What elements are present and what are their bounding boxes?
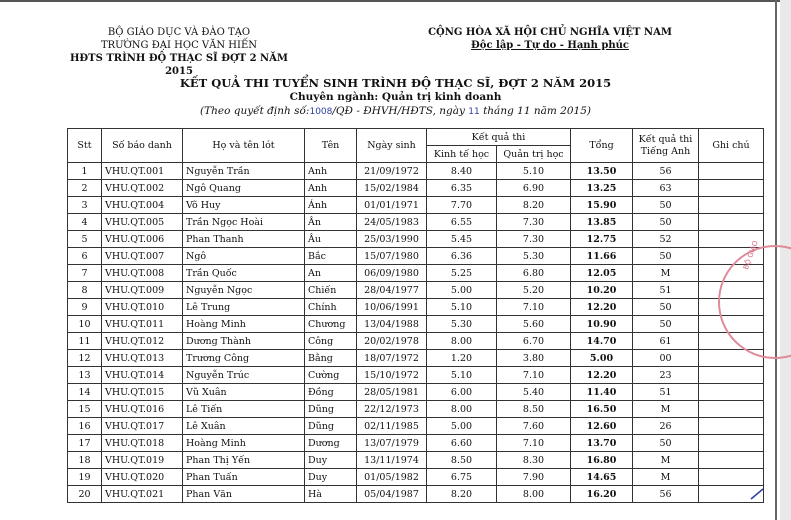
cell-tong: 14.70: [571, 333, 633, 350]
cell-ten: Hà: [305, 486, 357, 503]
cell-sbd: VHU.QT.012: [102, 333, 183, 350]
cell-kinh-te: 5.45: [427, 231, 497, 248]
cell-ho-ten: Ngô Quang: [183, 180, 305, 197]
cell-ho-ten: Nguyễn Trúc: [183, 367, 305, 384]
cell-stt: 16: [68, 418, 102, 435]
cell-stt: 10: [68, 316, 102, 333]
cell-ngay-sinh: 20/02/1978: [357, 333, 427, 350]
decision-prefix: (Theo quyết định số:: [200, 105, 310, 117]
cell-ghi-chu: [699, 469, 764, 486]
col-header-kinh-te: Kinh tế học: [427, 146, 497, 163]
cell-tieng-anh: M: [633, 469, 699, 486]
cell-kinh-te: 8.50: [427, 452, 497, 469]
cell-stt: 14: [68, 384, 102, 401]
cell-stt: 18: [68, 452, 102, 469]
cell-tieng-anh: 50: [633, 248, 699, 265]
cell-tong: 15.90: [571, 197, 633, 214]
table-row: [68, 299, 764, 316]
cell-kinh-te: 5.30: [427, 316, 497, 333]
cell-ghi-chu: [699, 435, 764, 452]
cell-ten: Bằng: [305, 350, 357, 367]
cell-ho-ten: Phan Văn: [183, 486, 305, 503]
cell-ghi-chu: [699, 418, 764, 435]
cell-stt: 7: [68, 265, 102, 282]
cell-ngay-sinh: 13/04/1988: [357, 316, 427, 333]
cell-ho-ten: Hoàng Minh: [183, 435, 305, 452]
cell-kinh-te: 6.55: [427, 214, 497, 231]
cell-ten: Duy: [305, 469, 357, 486]
col-header-ten: Tên: [305, 129, 357, 163]
cell-tong: 13.25: [571, 180, 633, 197]
cell-tieng-anh: 51: [633, 282, 699, 299]
cell-stt: 2: [68, 180, 102, 197]
cell-ngay-sinh: 13/07/1979: [357, 435, 427, 452]
cell-kinh-te: 8.00: [427, 333, 497, 350]
cell-sbd: VHU.QT.020: [102, 469, 183, 486]
cell-sbd: VHU.QT.010: [102, 299, 183, 316]
cell-ho-ten: Nguyễn Ngọc: [183, 282, 305, 299]
cell-ten: Dương: [305, 435, 357, 452]
cell-ghi-chu: [699, 197, 764, 214]
table-row: [68, 282, 764, 299]
cell-ngay-sinh: 15/02/1984: [357, 180, 427, 197]
table-row: [68, 231, 764, 248]
council-name: HĐTS TRÌNH ĐỘ THẠC SĨ ĐỢT 2 NĂM 2015: [69, 53, 289, 77]
cell-sbd: VHU.QT.015: [102, 384, 183, 401]
cell-ngay-sinh: 01/01/1971: [357, 197, 427, 214]
cell-ten: Dũng: [305, 418, 357, 435]
cell-quan-tri: 7.10: [497, 435, 571, 452]
col-header-tieng-anh: Kết quả thi Tiếng Anh: [633, 129, 699, 163]
cell-quan-tri: 6.70: [497, 333, 571, 350]
page-title: KẾT QUẢ THI TUYỂN SINH TRÌNH ĐỘ THẠC SĨ, ĐỢT 2 NĂM 2015: [179, 76, 612, 90]
cell-ghi-chu: [699, 401, 764, 418]
cell-stt: 6: [68, 248, 102, 265]
motto: Độc lập - Tự do - Hạnh phúc: [471, 40, 629, 51]
cell-tieng-anh: 52: [633, 231, 699, 248]
cell-stt: 17: [68, 435, 102, 452]
scan-edge-top: [0, 0, 791, 2]
cell-sbd: VHU.QT.004: [102, 197, 183, 214]
cell-kinh-te: 5.00: [427, 282, 497, 299]
cell-ten: An: [305, 265, 357, 282]
cell-ghi-chu: [699, 384, 764, 401]
stamp-lettering: BỘ GIÁO: [742, 239, 760, 271]
cell-tong: 12.60: [571, 418, 633, 435]
cell-ten: Chương: [305, 316, 357, 333]
cell-ho-ten: Phan Thị Yến: [183, 452, 305, 469]
cell-quan-tri: 6.80: [497, 265, 571, 282]
cell-ten: Ánh: [305, 197, 357, 214]
table-row: [68, 316, 764, 333]
cell-quan-tri: 8.50: [497, 401, 571, 418]
cell-tong: 16.50: [571, 401, 633, 418]
cell-ho-ten: Phan Tuấn: [183, 469, 305, 486]
cell-kinh-te: 6.75: [427, 469, 497, 486]
cell-kinh-te: 5.10: [427, 367, 497, 384]
col-header-sbd: Số báo danh: [102, 129, 183, 163]
cell-sbd: VHU.QT.005: [102, 214, 183, 231]
cell-quan-tri: 7.10: [497, 299, 571, 316]
col-header-stt: Stt: [68, 129, 102, 163]
ministry-name: BỘ GIÁO DỤC VÀ ĐÀO TẠO: [107, 27, 251, 38]
cell-stt: 3: [68, 197, 102, 214]
cell-kinh-te: 1.20: [427, 350, 497, 367]
cell-kinh-te: 7.70: [427, 197, 497, 214]
cell-ten: Duy: [305, 452, 357, 469]
col-header-quan-tri: Quản trị học: [497, 146, 571, 163]
cell-ten: Âu: [305, 231, 357, 248]
cell-kinh-te: 8.00: [427, 401, 497, 418]
cell-sbd: VHU.QT.009: [102, 282, 183, 299]
cell-ho-ten: Trần Quốc: [183, 265, 305, 282]
cell-ho-ten: Vũ Xuân: [183, 384, 305, 401]
cell-stt: 15: [68, 401, 102, 418]
cell-tieng-anh: 50: [633, 197, 699, 214]
cell-tieng-anh: 50: [633, 214, 699, 231]
cell-tong: 13.85: [571, 214, 633, 231]
cell-ten: Chính: [305, 299, 357, 316]
cell-ho-ten: Lê Trung: [183, 299, 305, 316]
decision-day: 11: [468, 107, 480, 117]
cell-quan-tri: 8.20: [497, 197, 571, 214]
cell-ngay-sinh: 21/09/1972: [357, 163, 427, 180]
table-row: [68, 180, 764, 197]
cell-ho-ten: Lê Tiến: [183, 401, 305, 418]
cell-ho-ten: Dương Thành: [183, 333, 305, 350]
cell-ghi-chu: [699, 367, 764, 384]
table-row: [68, 435, 764, 452]
cell-ten: Bắc: [305, 248, 357, 265]
cell-ho-ten: Nguyễn Trần: [183, 163, 305, 180]
cell-sbd: VHU.QT.006: [102, 231, 183, 248]
cell-tieng-anh: 26: [633, 418, 699, 435]
decision-line: [0, 104, 791, 119]
cell-ho-ten: Lê Xuân: [183, 418, 305, 435]
cell-quan-tri: 5.10: [497, 163, 571, 180]
cell-kinh-te: 6.35: [427, 180, 497, 197]
cell-quan-tri: 7.30: [497, 231, 571, 248]
cell-quan-tri: 5.40: [497, 384, 571, 401]
cell-stt: 4: [68, 214, 102, 231]
cell-tong: 12.20: [571, 299, 633, 316]
col-header-ho-ten: Họ và tên lót: [183, 129, 305, 163]
header-left: [60, 26, 298, 78]
cell-tieng-anh: M: [633, 401, 699, 418]
results-body: [68, 163, 764, 503]
cell-ghi-chu: [699, 180, 764, 197]
col-header-ngay-sinh: Ngày sinh: [357, 129, 427, 163]
cell-ngay-sinh: 28/04/1977: [357, 282, 427, 299]
cell-quan-tri: 3.80: [497, 350, 571, 367]
decision-number: 1008: [309, 107, 333, 117]
cell-ngay-sinh: 15/07/1980: [357, 248, 427, 265]
cell-tieng-anh: 56: [633, 163, 699, 180]
cell-sbd: VHU.QT.002: [102, 180, 183, 197]
col-header-tong: Tổng: [571, 129, 633, 163]
pen-mark-icon: [750, 488, 764, 500]
cell-tieng-anh: 56: [633, 486, 699, 503]
cell-kinh-te: 5.25: [427, 265, 497, 282]
decision-middle: /QĐ - ĐHVH/HĐTS, ngày: [332, 105, 465, 117]
cell-stt: 1: [68, 163, 102, 180]
cell-ho-ten: Ngô: [183, 248, 305, 265]
cell-sbd: VHU.QT.007: [102, 248, 183, 265]
cell-ngay-sinh: 15/10/1972: [357, 367, 427, 384]
table-row: [68, 163, 764, 180]
cell-tieng-anh: 63: [633, 180, 699, 197]
cell-tieng-anh: 61: [633, 333, 699, 350]
cell-sbd: VHU.QT.019: [102, 452, 183, 469]
cell-tieng-anh: 51: [633, 384, 699, 401]
cell-ten: Anh: [305, 163, 357, 180]
cell-ho-ten: Võ Huy: [183, 197, 305, 214]
cell-tieng-anh: M: [633, 452, 699, 469]
cell-ngay-sinh: 25/03/1990: [357, 231, 427, 248]
cell-kinh-te: 6.60: [427, 435, 497, 452]
cell-ngay-sinh: 28/05/1981: [357, 384, 427, 401]
cell-sbd: VHU.QT.016: [102, 401, 183, 418]
cell-ho-ten: Trần Ngọc Hoài: [183, 214, 305, 231]
cell-tieng-anh: 00: [633, 350, 699, 367]
cell-kinh-te: 8.40: [427, 163, 497, 180]
cell-ngay-sinh: 05/04/1987: [357, 486, 427, 503]
table-row: [68, 486, 764, 503]
cell-ten: Đồng: [305, 384, 357, 401]
cell-tong: 12.20: [571, 367, 633, 384]
cell-ngay-sinh: 22/12/1973: [357, 401, 427, 418]
cell-ngay-sinh: 24/05/1983: [357, 214, 427, 231]
cell-stt: 20: [68, 486, 102, 503]
cell-tong: 13.50: [571, 163, 633, 180]
cell-ten: Chiến: [305, 282, 357, 299]
cell-tieng-anh: 50: [633, 299, 699, 316]
cell-ngay-sinh: 06/09/1980: [357, 265, 427, 282]
cell-quan-tri: 8.30: [497, 452, 571, 469]
cell-stt: 5: [68, 231, 102, 248]
university-name: TRƯỜNG ĐẠI HỌC VĂN HIẾN: [100, 40, 257, 51]
cell-ho-ten: Hoàng Minh: [183, 316, 305, 333]
cell-quan-tri: 7.60: [497, 418, 571, 435]
table-row: [68, 367, 764, 384]
cell-tieng-anh: 23: [633, 367, 699, 384]
table-row: [68, 350, 764, 367]
country-name: CỘNG HÒA XÃ HỘI CHỦ NGHĨA VIỆT NAM: [428, 27, 672, 38]
cell-tieng-anh: 50: [633, 316, 699, 333]
cell-tieng-anh: 50: [633, 435, 699, 452]
cell-sbd: VHU.QT.014: [102, 367, 183, 384]
cell-tieng-anh: M: [633, 265, 699, 282]
cell-kinh-te: 6.36: [427, 248, 497, 265]
cell-stt: 9: [68, 299, 102, 316]
cell-quan-tri: 5.60: [497, 316, 571, 333]
cell-tong: 14.65: [571, 469, 633, 486]
cell-quan-tri: 6.90: [497, 180, 571, 197]
cell-tong: 5.00: [571, 350, 633, 367]
table-row: [68, 418, 764, 435]
cell-tong: 11.66: [571, 248, 633, 265]
cell-tong: 12.05: [571, 265, 633, 282]
cell-ten: Cường: [305, 367, 357, 384]
cell-sbd: VHU.QT.017: [102, 418, 183, 435]
header-right: [426, 26, 674, 52]
table-row: [68, 452, 764, 469]
table-row: [68, 248, 764, 265]
table-row: [68, 197, 764, 214]
table-row: [68, 401, 764, 418]
cell-ngay-sinh: 13/11/1974: [357, 452, 427, 469]
cell-tong: 12.75: [571, 231, 633, 248]
cell-stt: 13: [68, 367, 102, 384]
cell-sbd: VHU.QT.021: [102, 486, 183, 503]
cell-quan-tri: 7.90: [497, 469, 571, 486]
cell-stt: 19: [68, 469, 102, 486]
cell-tong: 13.70: [571, 435, 633, 452]
cell-sbd: VHU.QT.008: [102, 265, 183, 282]
cell-kinh-te: 6.00: [427, 384, 497, 401]
page-subtitle: Chuyên ngành: Quản trị kinh doanh: [289, 91, 502, 103]
cell-quan-tri: 8.00: [497, 486, 571, 503]
cell-tong: 16.20: [571, 486, 633, 503]
cell-sbd: VHU.QT.011: [102, 316, 183, 333]
table-row: [68, 384, 764, 401]
col-header-ket-qua: Kết quả thi: [427, 129, 571, 146]
cell-sbd: VHU.QT.018: [102, 435, 183, 452]
col-header-ghi-chu: Ghi chú: [699, 129, 764, 163]
cell-ten: Công: [305, 333, 357, 350]
table-row: [68, 469, 764, 486]
cell-kinh-te: 5.00: [427, 418, 497, 435]
cell-kinh-te: 8.20: [427, 486, 497, 503]
table-row: [68, 333, 764, 350]
cell-tong: 16.80: [571, 452, 633, 469]
cell-quan-tri: 7.30: [497, 214, 571, 231]
cell-ghi-chu: [699, 163, 764, 180]
cell-ngay-sinh: 10/06/1991: [357, 299, 427, 316]
cell-tong: 11.40: [571, 384, 633, 401]
cell-stt: 8: [68, 282, 102, 299]
cell-quan-tri: 7.10: [497, 367, 571, 384]
cell-tong: 10.90: [571, 316, 633, 333]
cell-tong: 10.20: [571, 282, 633, 299]
cell-ho-ten: Phan Thanh: [183, 231, 305, 248]
cell-quan-tri: 5.20: [497, 282, 571, 299]
cell-ngay-sinh: 18/07/1972: [357, 350, 427, 367]
cell-ngay-sinh: 01/05/1982: [357, 469, 427, 486]
cell-sbd: VHU.QT.013: [102, 350, 183, 367]
cell-sbd: VHU.QT.001: [102, 163, 183, 180]
results-table: [67, 128, 764, 503]
table-row: [68, 265, 764, 282]
cell-ten: Dũng: [305, 401, 357, 418]
table-row: [68, 214, 764, 231]
cell-stt: 11: [68, 333, 102, 350]
cell-ten: Anh: [305, 180, 357, 197]
cell-ngay-sinh: 02/11/1985: [357, 418, 427, 435]
cell-quan-tri: 5.30: [497, 248, 571, 265]
cell-stt: 12: [68, 350, 102, 367]
cell-kinh-te: 5.10: [427, 299, 497, 316]
cell-ghi-chu: [699, 214, 764, 231]
cell-ho-ten: Trương Công: [183, 350, 305, 367]
decision-suffix: tháng 11 năm 2015): [483, 105, 591, 117]
cell-ghi-chu: [699, 452, 764, 469]
cell-ten: Ân: [305, 214, 357, 231]
